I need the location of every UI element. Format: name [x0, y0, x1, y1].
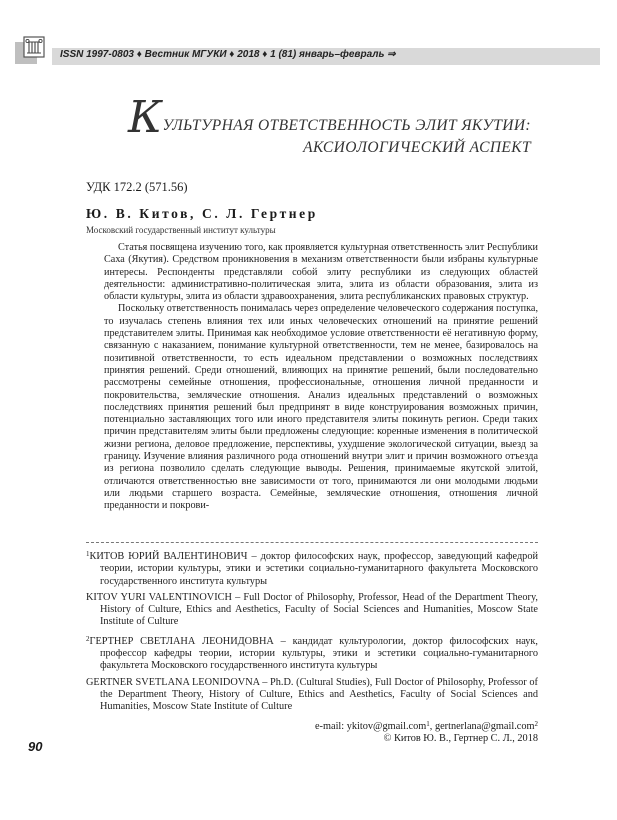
journal-logo-icon	[14, 36, 46, 66]
header-text: ISSN 1997-0803 ♦ Вестник МГУКИ ♦ 2018 ♦ 1 (81) январь–февраль ⇒	[60, 49, 396, 60]
email-label: e-mail:	[314, 721, 347, 732]
footnote-author-2-en	[86, 677, 538, 714]
footnote-author-2-ru	[86, 633, 538, 673]
abstract-paragraph-2: Поскольку ответственность понималась через определение человеческого содержания поступка, то изучалась степень влияния тех или иных человеческих отношений на принятие решений представителем элиты. Принимая как необходимое условие ответственности её негативную форму, связанную с наказанием, понимание культурной ответственности, тем не менее, базировалось на позитивной ответственности, то есть идеальном представлении о возможных последствиях принятия решений. Среди отношений, влияющих на принятие решений, были последовательно рассмотрены семейные отношения, профессиональные, отношения личной преданности и покровительства, земляческие отношения. Анализ идеальных представлений о возможных последствиях принятия решений был предпринят в виде конструирования возможных причин, потенциально заставляющих того или иного представителя элиты покинуть регион. Среди таких причин представителям элиты были предложены следующие: коренные изменения в политической жизни региона, деловое предложение, перспективы, ухудшение экологической ситуации, выезд за границу. Изучение влияния различного рода отношений внутри элит и причин возможного отъезда из региона позволило сделать следующие выводы. Решения, принимаемые якутской элитой, отличаются ответственностью вне зависимости от того, принимаются ли они молодыми людьми или людьми старшего возраста. Семейные, земляческие отношения, отношения личной преданности и покрови-	[104, 303, 538, 512]
abstract-paragraph-1: Статья посвящена изучению того, как проявляется культурная ответственность элит Республики Саха (Якутия). Средством проникновения в механизм ответственности были избраны культурные интересы. Респонденты представляли собой элиту республики из следующих областей деятельности: административно-политическая элита, элита из области образования, элита из области культуры, элита из области здравоохранения, элита республиканских правовых структур.	[104, 242, 538, 303]
abstract	[104, 242, 538, 513]
email-marker-2: 2	[534, 720, 538, 728]
title-line-2: АКСИОЛОГИЧЕСКИЙ АСПЕКТ	[303, 139, 531, 156]
title-line-1-rest: УЛЬТУРНАЯ ОТВЕТСТВЕННОСТЬ ЭЛИТ ЯКУТИИ:	[162, 117, 531, 134]
email-marker-1: 1	[426, 720, 430, 728]
article-title	[86, 92, 531, 158]
contacts	[86, 718, 538, 746]
email-link-2[interactable]: gertnerlana@gmail.com	[434, 721, 535, 732]
title-initial: К	[128, 92, 163, 143]
authors: Ю. В. Китов, С. Л. Гертнер	[86, 206, 318, 221]
running-header	[14, 36, 600, 68]
email-link-1[interactable]: ykitov@gmail.com	[346, 721, 427, 732]
footnote-divider	[86, 542, 538, 543]
footnote-author-1-ru	[86, 548, 538, 588]
email-separator: ,	[429, 721, 435, 732]
footnote-text: KITOV YURI VALENTINOVICH – Full Doctor of Philosophy, Professor, Head of the Department Theory, History of Culture, Ethics and Aesthetics, Faculty of Social Sciences and Humanities, Moscow State Institute of Culture	[86, 591, 538, 628]
footnote-text: КИТОВ ЮРИЙ ВАЛЕНТИНОВИЧ – доктор философских наук, профессор, заведующий кафедрой теории, истории культуры, этики и эстетики социально-гуманитарного факультета Московского государственного института культуры	[89, 551, 538, 587]
affiliation: Московский государственный институт культуры	[86, 225, 276, 235]
footnote-author-1-en	[86, 592, 538, 629]
title-line-1	[86, 92, 531, 143]
footnote-marker: 2	[86, 634, 90, 643]
email-line	[86, 718, 538, 733]
copyright: © Китов Ю. В., Гертнер С. Л., 2018	[383, 733, 538, 745]
page-number: 90	[28, 739, 43, 754]
header-bar	[52, 48, 600, 65]
udk-code: УДК 172.2 (571.56)	[86, 180, 188, 194]
footnote-marker: 1	[86, 550, 90, 558]
footnotes	[86, 548, 538, 718]
footnote-text: ГЕРТНЕР СВЕТЛАНА ЛЕОНИДОВНА – кандидат культурологии, доктор философских наук, профессор кафедры теории, истории культуры, этики и эстетики социально-гуманитарного факультета Московского государственного института культуры	[89, 635, 538, 672]
footnote-text: GERTNER SVETLANA LEONIDOVNA – Ph.D. (Cultural Studies), Full Doctor of Philosophy, Professor of the Department Theory, History of Culture, Ethics and Aesthetics, Faculty of Social Sciences and Humanities, Moscow State Institute of Culture	[86, 676, 538, 713]
